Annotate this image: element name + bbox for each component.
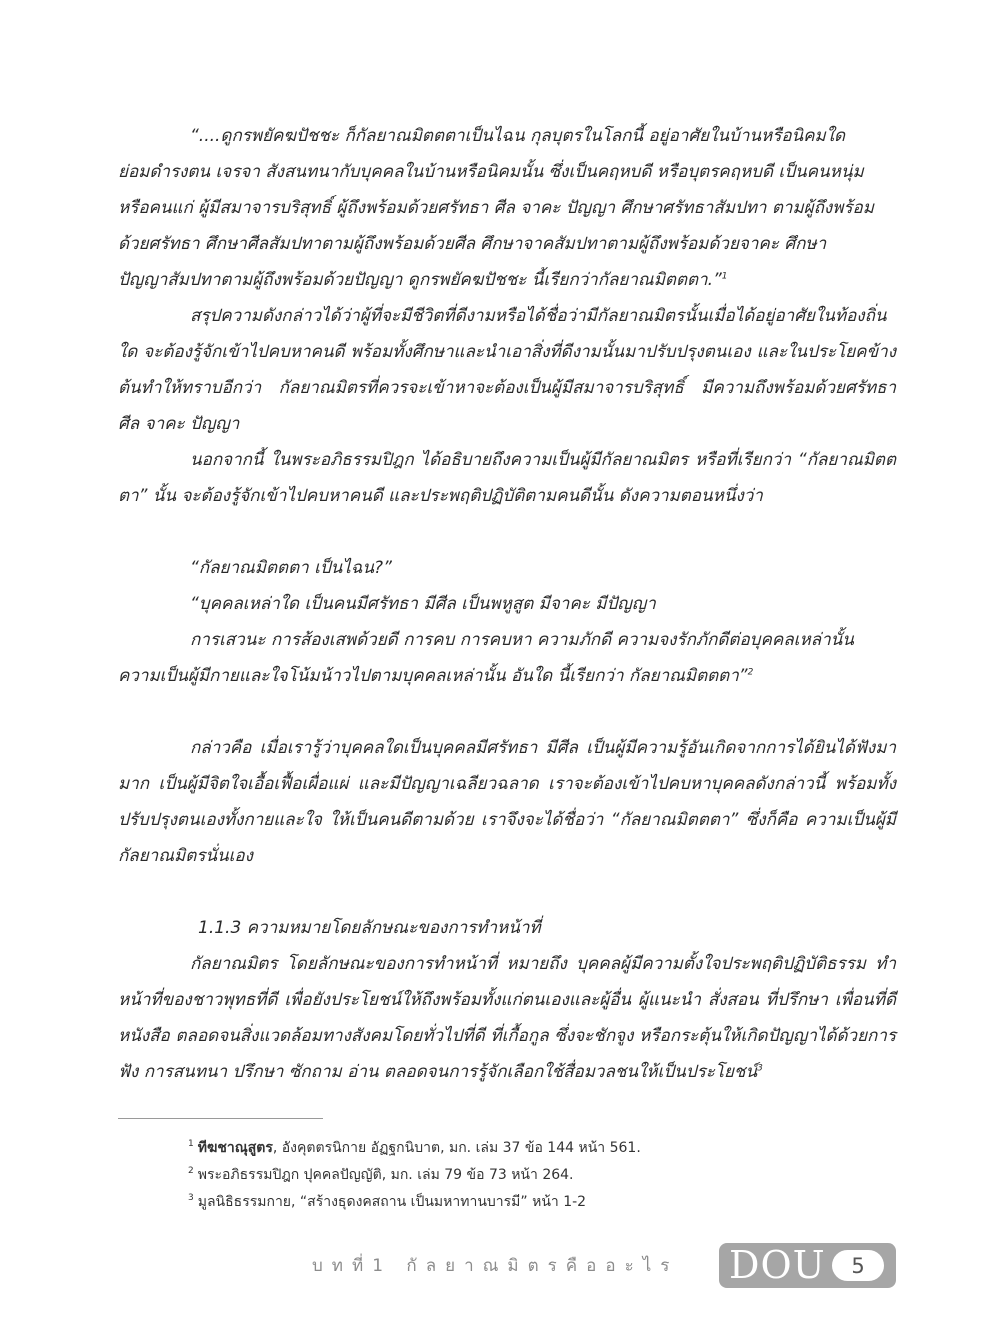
brand-badge [719,1243,896,1288]
footnote-number: 1 [188,1139,194,1150]
footnote-ref-1[interactable]: 1 [721,271,728,282]
quote-answer-last [118,658,896,694]
quote-line: “....ดูกรพยัคฆปัชชะ ก็กัลยาณมิตตตาเป็นไฉน กุลบุตรในโลกนี้ อยู่อาศัยในบ้านหรือนิคมใด [190,126,846,146]
dou-logo: DOU [729,1243,826,1287]
definition-text: กัลยาณมิตร โดยลักษณะของการทำหน้าที่ หมายถึง บุคคลผู้มีความตั้งใจประพฤติปฏิบัติธรรม ทำหน้าที่ของชาวพุทธที่ดี เพื่อยังประโยชน์ให้ถึงพร้อมทั้งแก่ตนเองและผู้อื่น ผู้แนะนำ สั่งสอน ที่ปรึกษา เพื่อนที่ดี หนังสือ ตลอดจนสิ่งแวดล้อมทางสังคมโดยทั่วไปที่ดี ที่เกื้อกูล ซึ่งจะชักจูง หรือกระตุ้นให้เกิดปัญญาได้ด้วยการฟัง การสนทนา ปรึกษา ซักถาม อ่าน ตลอดจนการรู้จักเลือกใช้สื่อมวลชนให้เป็นประโยชน์ [118,954,896,1082]
abhidhamma-paragraph: นอกจากนี้ ในพระอภิธรรมปิฎก ได้อธิบายถึงความเป็นผู้มีกัลยาณมิตร หรือที่เรียกว่า “กัลยาณมิตตตา” นั้น จะต้องรู้จักเข้าไปคบหาคนดี และประพฤติปฏิบัติตามคนดีนั้น ดังความตอนหนึ่งว่า [118,450,896,506]
footnote-text: พระอภิธรรมปิฎก ปุคคลปัญญัติ, มก. เล่ม 79 ข้อ 73 หน้า 264. [197,1167,574,1183]
section-heading: 1.1.3 ความหมายโดยลักษณะของการทำหน้าที่ [198,918,541,938]
footnote-1 [188,1135,641,1162]
footnote-ref-2[interactable]: 2 [747,667,754,678]
footnote-2 [188,1162,641,1189]
footnote-3 [188,1189,641,1216]
summary-paragraph: สรุปความดังกล่าวได้ว่าผู้ที่จะมีชีวิตที่ดีงามหรือได้ชื่อว่ามีกัลยาณมิตรนั้นเมื่อได้อยู่อาศัยในท้องถิ่นใด จะต้องรู้จักเข้าไปคบหาคนดี พร้อมทั้งศึกษาและนำเอาสิ่งที่ดีงามนั้นมาปรับปรุงตนเอง และในประโยคข้างต้นทำให้ทราบอีกว่า กัลยาณมิตรที่ควรจะเข้าหาจะต้องเป็นผู้มีสมาจารบริสุทธิ์ มีความถึงพร้อมด้วยศรัทธา ศีล จาคะ ปัญญา [118,306,896,434]
footnote-text: มูลนิธิธรรมกาย, “สร้างธุดงคสถาน เป็นมหาทานบารมี” หน้า 1-2 [197,1194,587,1210]
footnote-ref-3[interactable]: 3 [757,1063,763,1074]
chapter-title: บทที่1 กัลยาณมิตรคืออะไร [312,1256,679,1276]
footnote-bold-title: ทีฆชาณุสูตร [197,1140,273,1156]
page-number: 5 [832,1250,884,1281]
footnotes [188,1135,641,1216]
quote-answer-line: การเสวนะ การส้องเสพด้วยดี การคบ การคบหา ความภักดี ความจงรักภักดีต่อบุคคลเหล่านั้น [190,630,854,650]
quote-line-text: ปัญญาสัมปทาตามผู้ถึงพร้อมด้วยปัญญา ดูกรพยัคฆปัชชะ นี้เรียกว่ากัลยาณมิตตตา.” [118,270,722,290]
quote-line-last [118,262,896,298]
footnote-divider [118,1118,323,1119]
quote-line: ด้วยศรัทธา ศึกษาศีลสัมปทาตามผู้ถึงพร้อมด้วยศีล ศึกษาจาคสัมปทาตามผู้ถึงพร้อมด้วยจาคะ ศึกษา [118,234,827,254]
footnote-text: , อังคุตตรนิกาย อัฏฐกนิบาต, มก. เล่ม 37 ข้อ 144 หน้า 561. [272,1140,641,1156]
quote-line: หรือคนแก่ ผู้มีสมาจารบริสุทธิ์ ผู้ถึงพร้อมด้วยศรัทธา ศีล จาคะ ปัญญา ศึกษาศรัทธาสัมปทา ตามผู้ถึงพร้อม [118,198,874,218]
definition-paragraph [118,946,896,1090]
main-text [118,118,896,1090]
quote-answer-line: “บุคคลเหล่าใด เป็นคนมีศรัทธา มีศีล เป็นพหูสูต มีจาคะ มีปัญญา [190,594,656,614]
explanation-paragraph: กล่าวคือ เมื่อเรารู้ว่าบุคคลใดเป็นบุคคลมีศรัทธา มีศีล เป็นผู้มีความรู้อันเกิดจากการได้ยินได้ฟังมามาก เป็นผู้มีจิตใจเอื้อเฟื้อเผื่อแผ่ และมีปัญญาเฉลียวฉลาด เราจะต้องเข้าไปคบหาบุคคลดังกล่าวนี้ พร้อมทั้งปรับปรุงตนเองทั้งกายและใจ ให้เป็นคนดีตามด้วย เราจึงจะได้ชื่อว่า “กัลยาณมิตตตา” ซึ่งก็คือ ความเป็นผู้มีกัลยาณมิตรนั่นเอง [118,738,896,866]
quote-question: “กัลยาณมิตตตา เป็นไฉน?” [190,558,392,578]
footnote-number: 2 [188,1166,194,1177]
footnote-number: 3 [188,1193,194,1204]
quote-answer-text: ความเป็นผู้มีกายและใจโน้มน้าวไปตามบุคคลเหล่านั้น อันใด นี้เรียกว่า กัลยาณมิตตตา” [118,666,748,686]
quote-line: ย่อมดำรงตน เจรจา สังสนทนากับบุคคลในบ้านหรือนิคมนั้น ซึ่งเป็นคฤหบดี หรือบุตรคฤหบดี เป็นคนหนุ่ม [118,162,864,182]
